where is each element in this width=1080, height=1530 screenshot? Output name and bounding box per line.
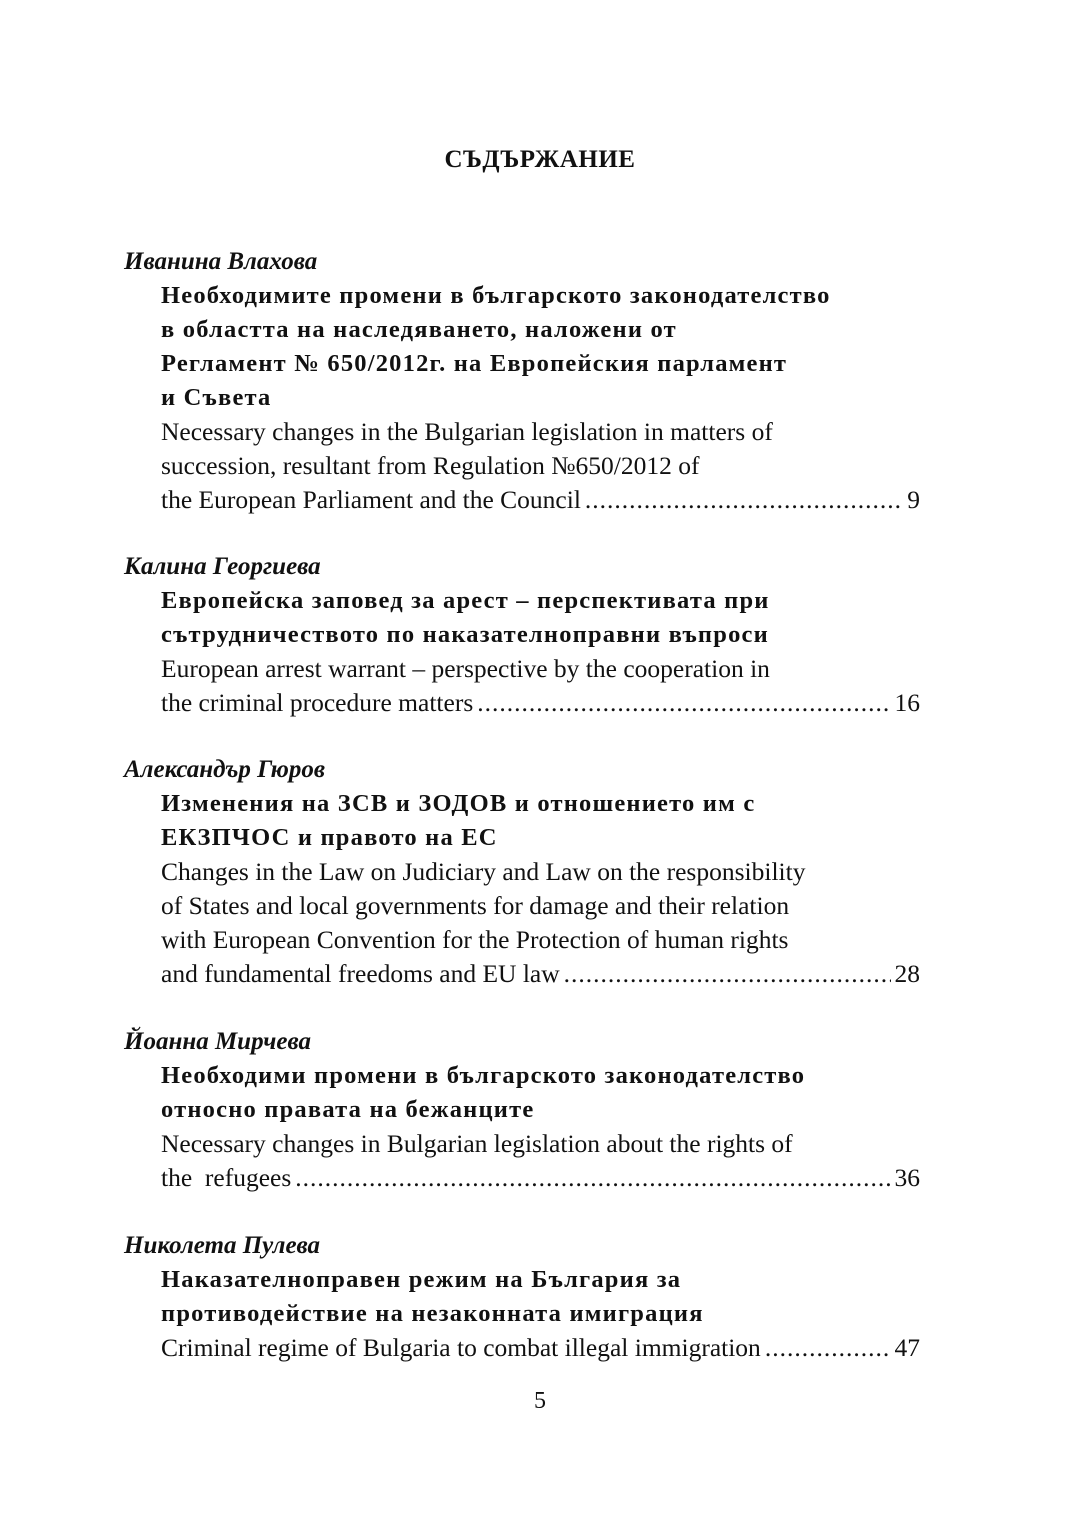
- page-number[interactable]: 9: [907, 485, 920, 514]
- page-number[interactable]: 36: [894, 1163, 920, 1192]
- page-number[interactable]: 16: [894, 688, 920, 717]
- entry-title-bg: противодействие на незаконната имиграция: [161, 1300, 704, 1327]
- dot-leader: [295, 1161, 890, 1195]
- entry-leader-line: [161, 686, 920, 720]
- entry-title-en: the refugees: [161, 1163, 292, 1192]
- entry-leader-line: [161, 957, 920, 991]
- entry-title-bg: и Съвета: [161, 384, 272, 411]
- entry-title-bg: ЕКЗПЧОС и правото на ЕС: [161, 824, 498, 851]
- entry-title-en: Criminal regime of Bulgaria to combat illegal immigration: [161, 1333, 761, 1362]
- entry-author: Иванина Влахова: [124, 248, 318, 275]
- entry-author: Николета Пулева: [124, 1232, 321, 1259]
- entry-title-bg: относно правата на бежанците: [161, 1096, 535, 1123]
- entry-title-en: Necessary changes in the Bulgarian legislation in matters of: [161, 417, 773, 446]
- entry-title-en: with European Convention for the Protection of human rights: [161, 925, 789, 954]
- toc-entry: [124, 245, 920, 517]
- entry-author: Александър Гюров: [124, 756, 326, 783]
- entry-title-bg: в областта на наследяването, наложени от: [161, 316, 677, 343]
- toc-entry: [124, 1025, 920, 1195]
- toc-entry: [124, 753, 920, 991]
- entry-title-bg: Необходими промени в българското законодателство: [161, 1062, 806, 1089]
- entry-title-bg: Изменения на ЗСВ и ЗОДОВ и отношението им с: [161, 790, 756, 817]
- dot-leader: [585, 483, 903, 517]
- entry-title-bg: сътрудничеството по наказателноправни въпроси: [161, 621, 769, 648]
- entry-title-en: the criminal procedure matters: [161, 688, 474, 717]
- entry-title-en: succession, resultant from Regulation №650/2012 of: [161, 451, 700, 480]
- entry-title-bg: Регламент № 650/2012г. на Европейския парламент: [161, 350, 788, 377]
- entry-title-bg: Наказателноправен режим на България за: [161, 1266, 682, 1293]
- page-number[interactable]: 47: [894, 1333, 920, 1362]
- entry-leader-line: [161, 483, 920, 517]
- toc-entry: [124, 1229, 920, 1365]
- page-title: СЪДЪРЖАНИЕ: [444, 146, 636, 173]
- entry-title-en: of States and local governments for damage and their relation: [161, 891, 790, 920]
- entry-title-en: the European Parliament and the Council: [161, 485, 581, 514]
- entry-author: Калина Георгиева: [124, 553, 321, 580]
- entry-leader-line: [161, 1331, 920, 1365]
- entry-title-bg: Необходимите промени в българското законодателство: [161, 282, 831, 309]
- dot-leader: [564, 957, 891, 991]
- entry-title-en: Necessary changes in Bulgarian legislation about the rights of: [161, 1129, 793, 1158]
- entry-title-en: Changes in the Law on Judiciary and Law on the responsibility: [161, 857, 806, 886]
- entry-title-bg: Европейска заповед за арест – перспективата при: [161, 587, 770, 614]
- entry-author: Йоанна Мирчева: [124, 1028, 311, 1055]
- toc-entry: [124, 550, 920, 720]
- page-folio: 5: [534, 1388, 546, 1414]
- dot-leader: [765, 1331, 891, 1365]
- dot-leader: [477, 686, 890, 720]
- entry-title-en: European arrest warrant – perspective by the cooperation in: [161, 654, 770, 683]
- entry-leader-line: [161, 1161, 920, 1195]
- page-number[interactable]: 28: [894, 959, 920, 988]
- entry-title-en: and fundamental freedoms and EU law: [161, 959, 560, 988]
